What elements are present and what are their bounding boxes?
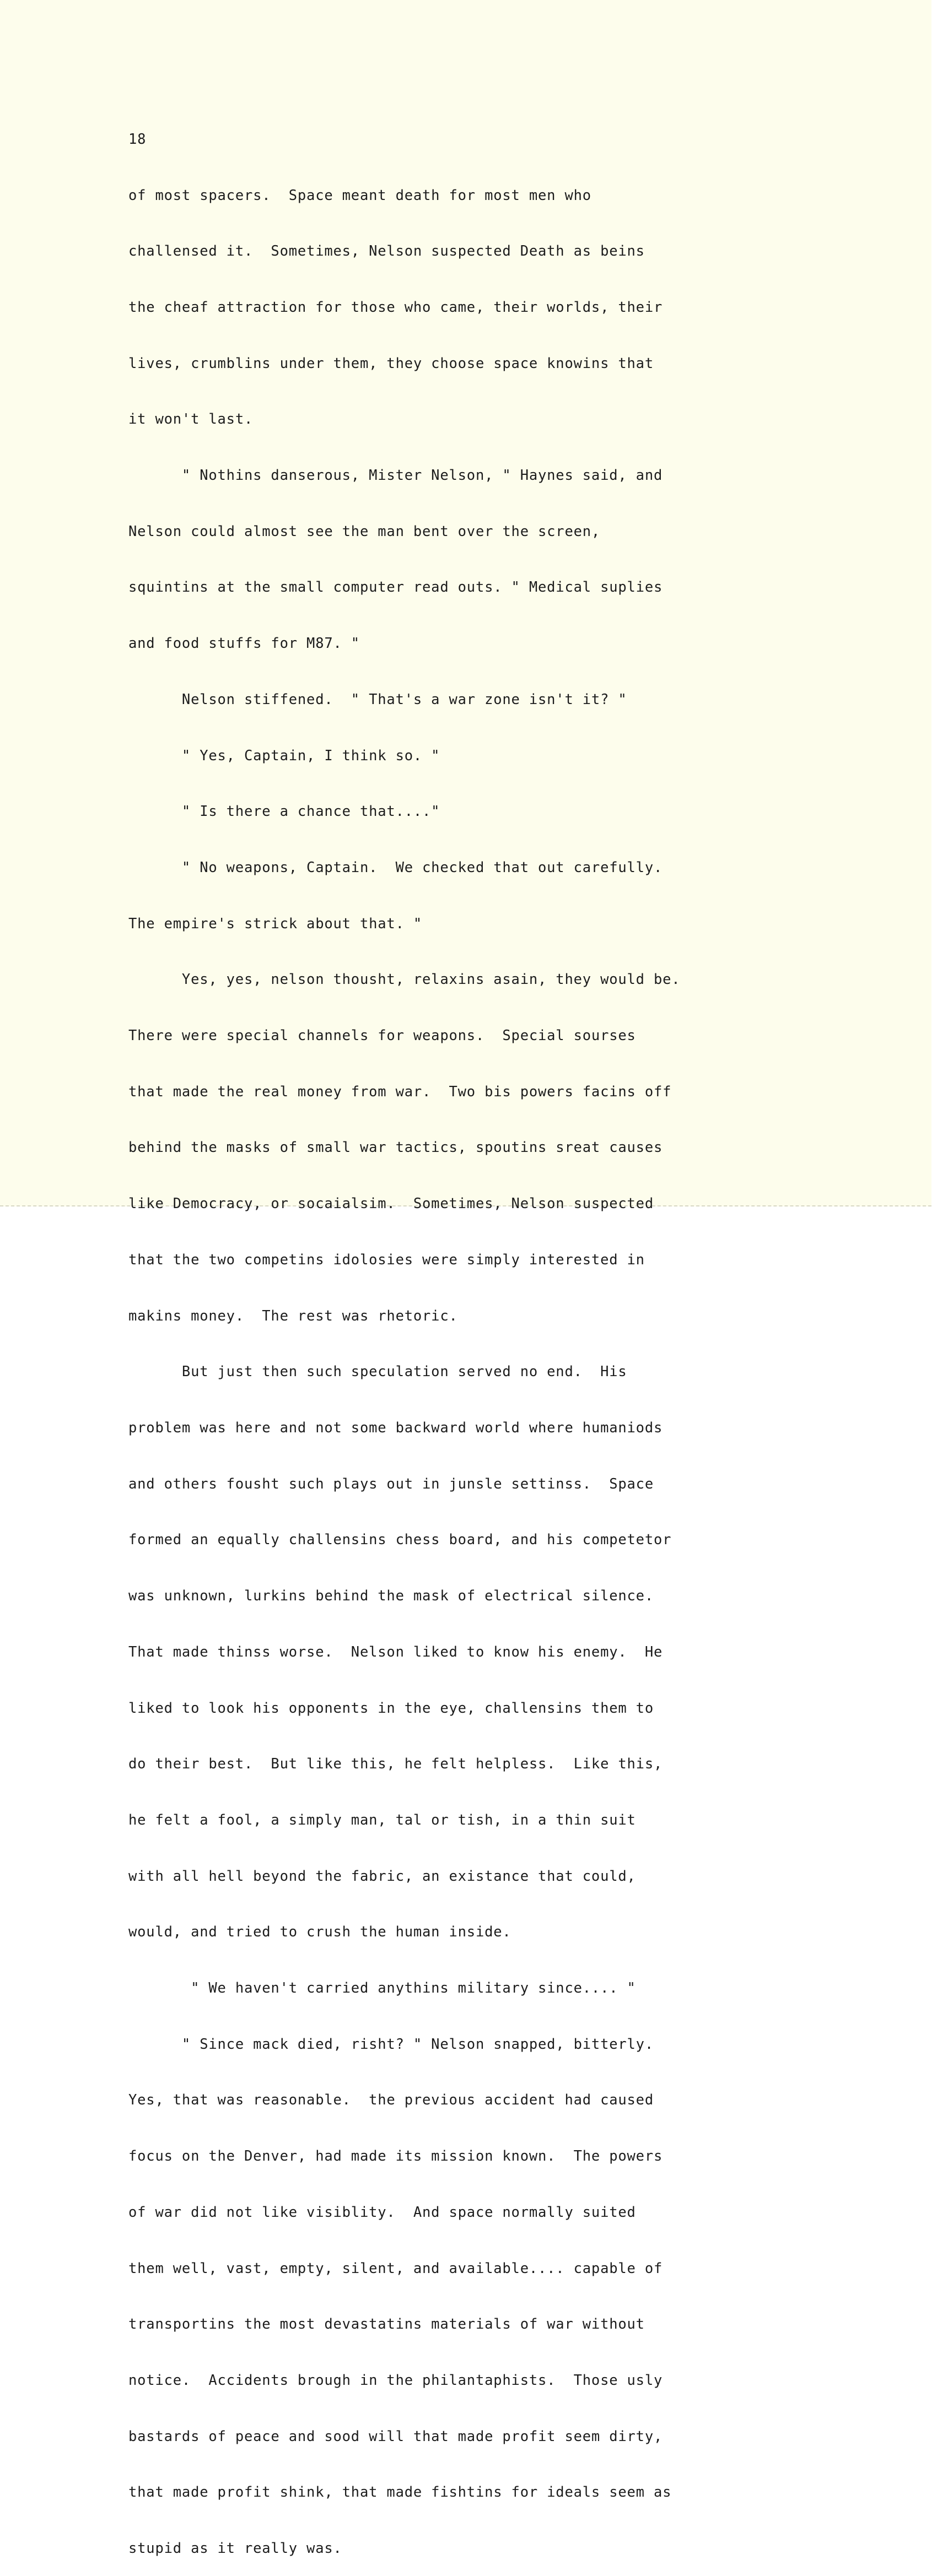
text-line: " No weapons, Captain. We checked that out carefully.: [128, 859, 663, 876]
text-line: stupid as it really was.: [128, 2540, 342, 2557]
text-line: Yes, that was reasonable. the previous accident had caused: [128, 2092, 654, 2109]
text-line: That made thinss worse. Nelson liked to know his enemy. He: [128, 1643, 663, 1660]
text-line: " Since mack died, risht? " Nelson snapped, bitterly.: [128, 2036, 654, 2053]
text-line: " Nothins danserous, Mister Nelson, " Haynes said, and: [128, 467, 663, 484]
text-line: " We haven't carried anythins military since.... ": [128, 1980, 636, 1997]
text-line: behind the masks of small war tactics, spoutins sreat causes: [128, 1139, 663, 1156]
text-line: The empire's strick about that. ": [128, 915, 423, 932]
text-line: like Democracy, or socaialsim. Sometimes, Nelson suspected: [128, 1195, 654, 1213]
text-line: was unknown, lurkins behind the mask of electrical silence.: [128, 1588, 654, 1605]
text-line: challensed it. Sometimes, Nelson suspected Death as beins: [128, 243, 645, 260]
text-line: it won't last.: [128, 411, 254, 428]
page-text: [128, 93, 834, 2576]
text-line: focus on the Denver, had made its mission known. The powers: [128, 2148, 663, 2165]
text-line: that the two competins idolosies were simply interested in: [128, 1251, 645, 1268]
text-line: Nelson could almost see the man bent over the screen,: [128, 523, 601, 540]
text-line: " Is there a chance that....": [128, 803, 440, 820]
text-line: the cheaf attraction for those who came, their worlds, their: [128, 299, 663, 316]
text-line: " Yes, Captain, I think so. ": [128, 747, 440, 764]
text-line: But just then such speculation served no end. His: [128, 1363, 627, 1381]
text-line: that made profit shink, that made fishtins for ideals seem as: [128, 2484, 672, 2501]
text-line: transportins the most devastatins materials of war without: [128, 2316, 645, 2333]
text-line: There were special channels for weapons. Special sourses: [128, 1027, 636, 1045]
text-line: notice. Accidents brough in the philantaphists. Those usly: [128, 2372, 663, 2389]
text-line: them well, vast, empty, silent, and available.... capable of: [128, 2260, 663, 2277]
text-line: with all hell beyond the fabric, an existance that could,: [128, 1868, 636, 1885]
text-line: he felt a fool, a simply man, tal or tish, in a thin suit: [128, 1811, 636, 1828]
text-line: that made the real money from war. Two bis powers facins off: [128, 1083, 672, 1100]
text-line: of war did not like visiblity. And space normally suited: [128, 2204, 636, 2221]
text-line: lives, crumblins under them, they choose space knowins that: [128, 355, 654, 372]
text-line: do their best. But like this, he felt helpless. Like this,: [128, 1756, 663, 1773]
text-line: would, and tried to crush the human inside.: [128, 1924, 511, 1941]
text-line: Nelson stiffened. " That's a war zone isn't it? ": [128, 691, 627, 708]
text-line: bastards of peace and sood will that made profit seem dirty,: [128, 2428, 663, 2445]
text-line: and food stuffs for M87. ": [128, 635, 360, 652]
text-line: and others fousht such plays out in junsle settinss. Space: [128, 1475, 654, 1492]
text-line: formed an equally challensins chess board, and his competetor: [128, 1531, 672, 1549]
text-line: problem was here and not some backward world where humaniods: [128, 1419, 663, 1436]
page-number: 18: [128, 131, 147, 148]
text-line: Yes, yes, nelson thousht, relaxins asain, they would be.: [128, 971, 681, 988]
text-line: squintins at the small computer read outs. " Medical suplies: [128, 579, 663, 596]
text-line: makins money. The rest was rhetoric.: [128, 1307, 458, 1324]
text-line: of most spacers. Space meant death for most men who: [128, 187, 591, 204]
text-line: liked to look his opponents in the eye, challensins them to: [128, 1700, 654, 1717]
